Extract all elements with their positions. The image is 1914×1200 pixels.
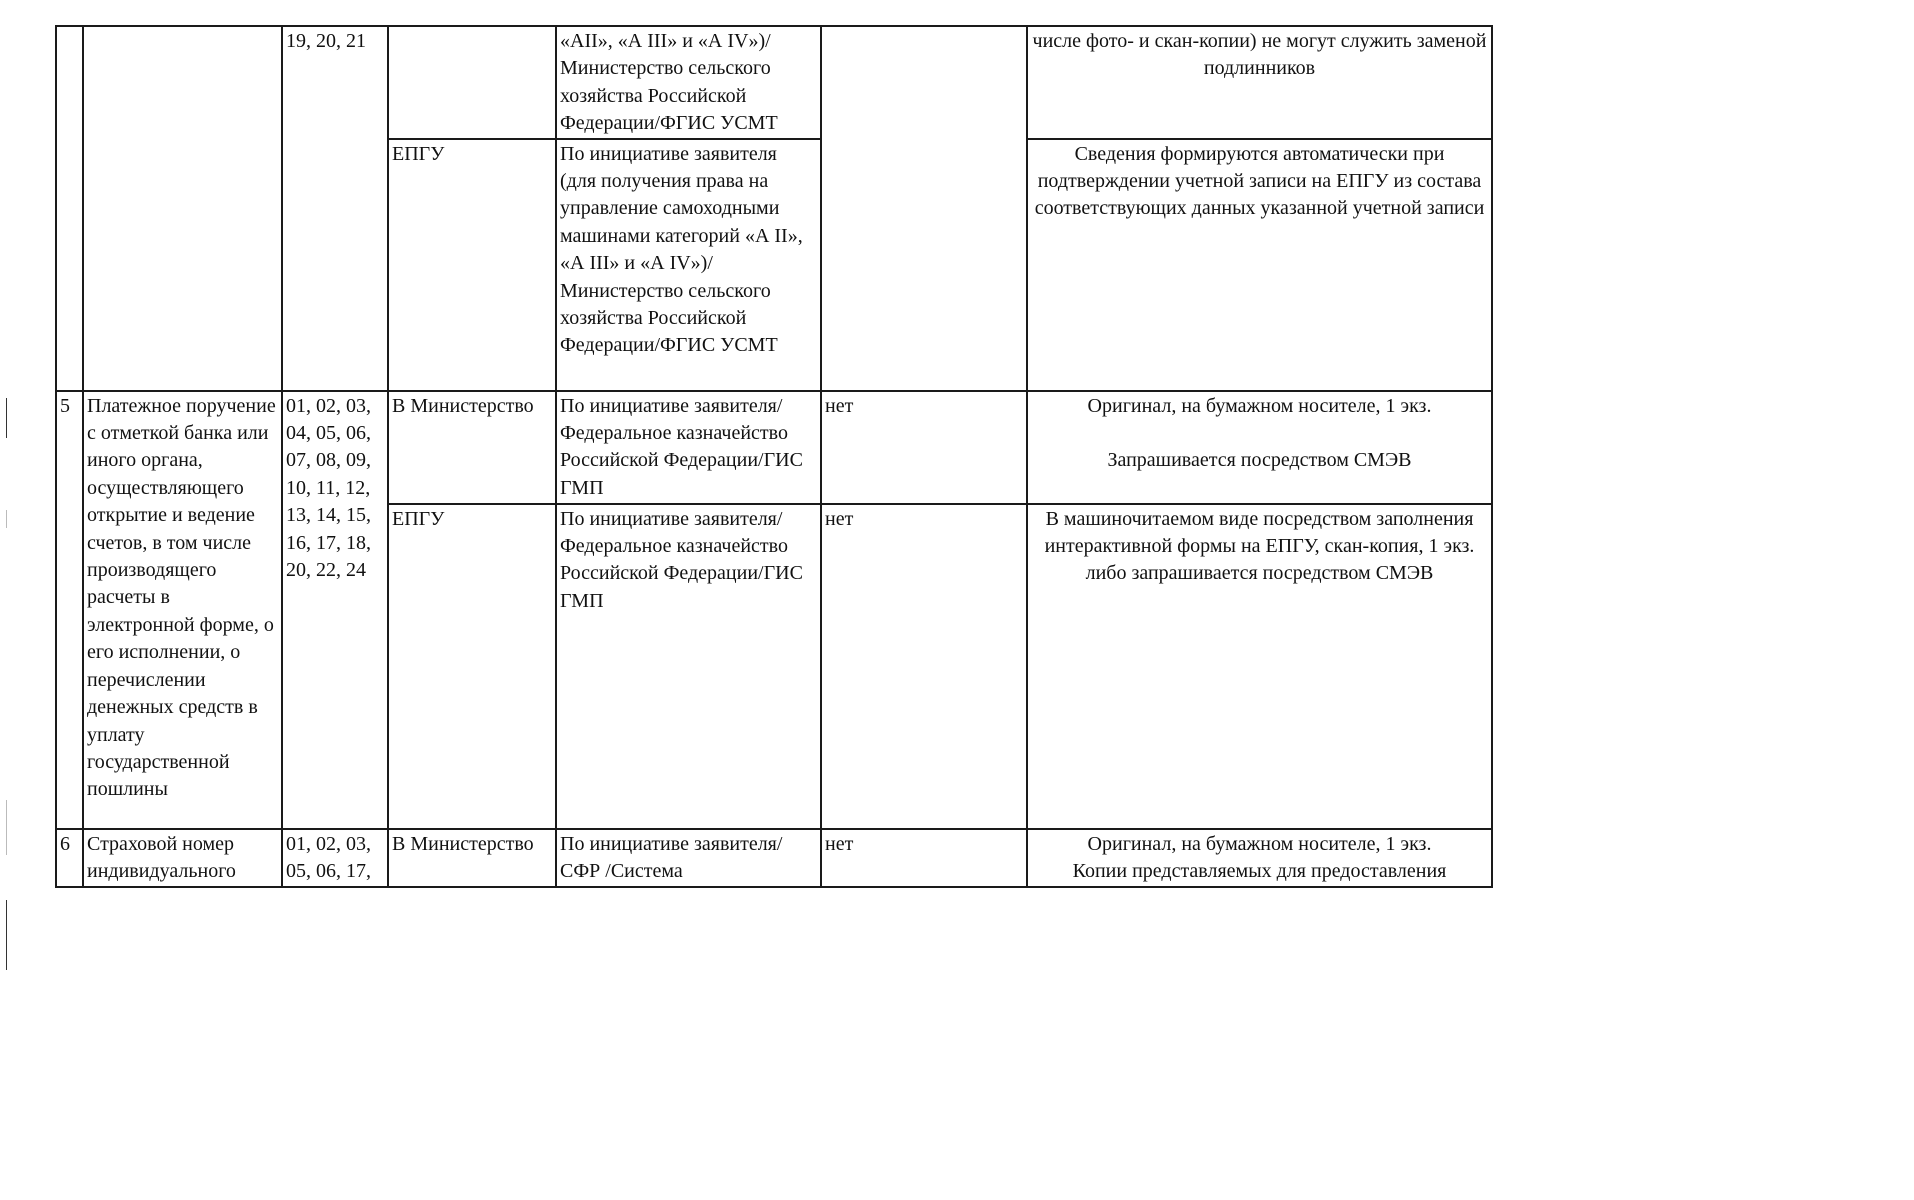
flag-cell: нет <box>821 829 1027 887</box>
flag-cell: нет <box>821 391 1027 504</box>
flag-cell: нет <box>821 504 1027 829</box>
description-cell: По инициативе заявителя (для получения права на управление самоходными машинами категорий «А II», «А III» и «А IV»)/Министерство сельского хозяйства Российской Федерации/ФГИС УСМТ <box>556 139 821 391</box>
documents-table <box>55 25 1493 888</box>
source-cell <box>388 26 556 139</box>
scan-margin-mark <box>6 900 7 970</box>
row-number-cell <box>56 26 83 391</box>
codes-cell: 01, 02, 03, 05, 06, 17, <box>282 829 388 887</box>
scan-margin-mark <box>6 510 7 528</box>
note-cell <box>1027 391 1492 504</box>
source-cell: В Министерство <box>388 829 556 887</box>
codes-cell: 01, 02, 03, 04, 05, 06, 07, 08, 09, 10, 11, 12, 13, 14, 15, 16, 17, 18, 20, 22, 24 <box>282 391 388 829</box>
table-row <box>56 26 1492 139</box>
note-line: Запрашивается посредством СМЭВ <box>1107 449 1412 472</box>
source-cell: ЕПГУ <box>388 504 556 829</box>
note-cell: Сведения формируются автоматически при подтверждении учетной записи на ЕПГУ из состава соответствующих данных указанной учетной записи <box>1027 139 1492 391</box>
codes-cell: 19, 20, 21 <box>282 26 388 391</box>
table-row <box>56 391 1492 504</box>
row-number-cell: 5 <box>56 391 83 829</box>
document-name-cell: Страховой номер индивидуального <box>83 829 282 887</box>
source-cell: В Министерство <box>388 391 556 504</box>
note-cell <box>1027 829 1492 887</box>
description-cell: «AII», «А III» и «А IV»)/Министерство сельского хозяйства Российской Федерации/ФГИС УСМТ <box>556 26 821 139</box>
source-cell: ЕПГУ <box>388 139 556 391</box>
note-cell: В машиночитаемом виде посредством заполнения интерактивной формы на ЕПГУ, скан-копия, 1 экз. либо запрашивается посредством СМЭВ <box>1027 504 1492 829</box>
scan-margin-mark <box>6 398 7 438</box>
note-line: Копии представляемых для предоставления <box>1072 860 1447 883</box>
document-name-cell <box>83 26 282 391</box>
description-cell: По инициативе заявителя/ Федеральное казначейство Российской Федерации/ГИС ГМП <box>556 504 821 829</box>
note-line: Оригинал, на бумажном носителе, 1 экз. <box>1087 832 1432 855</box>
description-cell: По инициативе заявителя/ Федеральное казначейство Российской Федерации/ГИС ГМП <box>556 391 821 504</box>
scan-margin-mark <box>6 800 7 855</box>
table-row <box>56 829 1492 887</box>
note-line: Оригинал, на бумажном носителе, 1 экз. <box>1087 394 1432 417</box>
flag-cell <box>821 26 1027 391</box>
description-cell: По инициативе заявителя/ СФР /Система <box>556 829 821 887</box>
note-cell: числе фото- и скан-копии) не могут служить заменой подлинников <box>1027 26 1492 139</box>
document-name-cell: Платежное поручение с отметкой банка или иного органа, осуществляющего открытие и ведение счетов, в том числе производящего расчеты в электронной форме, о его исполнении, о перечислении денежных средств в уплату государственной пошлины <box>83 391 282 829</box>
row-number-cell: 6 <box>56 829 83 887</box>
